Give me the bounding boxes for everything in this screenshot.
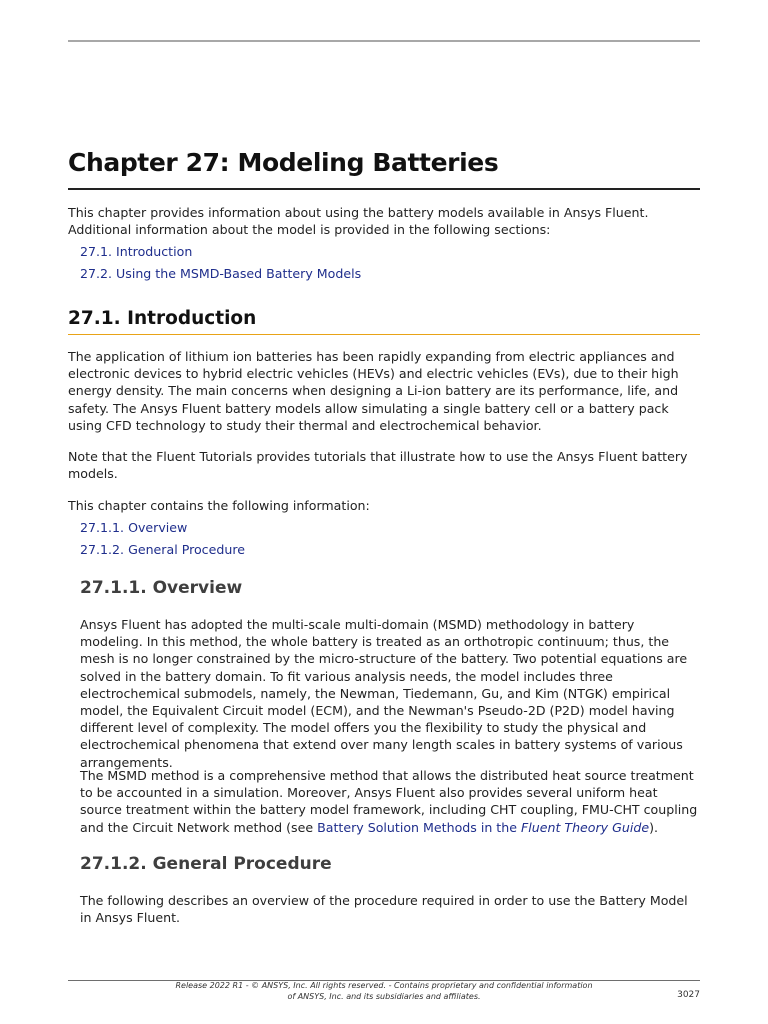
toc-link-overview[interactable]: 27.1.1. Overview [80,520,188,535]
section-heading-overview: 27.1.1. Overview [80,578,243,598]
section-heading-introduction: 27.1. Introduction [68,308,257,329]
footer-copyright [0,980,768,1002]
page-number: 3027 [677,990,700,1000]
introduction-paragraph-2: Note that the Fluent Tutorials provides tutorials that illustrate how to use the Ansys Fluent battery models. [68,449,688,482]
toc-link-general-procedure[interactable]: 27.1.2. General Procedure [80,542,245,557]
battery-solution-methods-link[interactable]: Battery Solution Methods in the Fluent Theory Guide [317,819,650,835]
introduction-paragraph-3: This chapter contains the following information: [68,498,370,513]
overview-paragraph-1: Ansys Fluent has adopted the multi-scale multi-domain (MSMD) methodology in battery modeling. In this method, the whole battery is treated as an orthotropic continuum; thus, the mesh is no longer constrained by the micro-structure of the battery. Two potential equations are solved in the battery domain. To fit various analysis needs, the model includes three electrochemical submodels, namely, the Newman, Tiedemann, Gu, and Kim (NTGK) empirical model, the Equivalent Circuit model (ECM), and the Newman's Pseudo-2D (P2D) model having different level of complexity. The model offers you the flexibility to study the physical and electrochemical phenomena that extend over many length scales in battery systems of various arrangements. [80,617,688,770]
section-heading-general-procedure: 27.1.2. General Procedure [80,854,332,874]
section-heading-rule [68,334,700,335]
chapter-title-rule [68,188,700,190]
footer-copyright-line-1: Release 2022 R1 - © ANSYS, Inc. All rights reserved. - Contains proprietary and confidential information [175,981,593,990]
overview-paragraph-2 [80,767,700,836]
header-rule [68,40,700,42]
chapter-title: Chapter 27: Modeling Batteries [68,148,499,177]
introduction-paragraph-1: The application of lithium ion batteries has been rapidly expanding from electric appliances and electronic devices to hybrid electric vehicles (HEVs) and electric vehicles (EVs), due to their high energy density. The main concerns when designing a Li-ion battery are its performance, life, and safety. The Ansys Fluent battery models allow simulating a single battery cell or a battery pack using CFD technology to study their thermal and electrochemical behavior. [68,349,679,433]
toc-link-msmd-battery-models[interactable]: 27.2. Using the MSMD-Based Battery Models [80,266,362,281]
footer-copyright-line-2: of ANSYS, Inc. and its subsidiaries and affiliates. [287,992,481,1001]
overview-paragraph-2-end: ). [649,819,659,835]
overview-paragraph-2-text: The MSMD method is a comprehensive method that allows the distributed heat source treatment to be accounted in a simulation. Moreover, Ansys Fluent also provides several uniform heat source treatment within the battery model framework, including CHT coupling, FMU-CHT coupling and the Circuit Network method (see [80,768,698,835]
toc-link-introduction[interactable]: 27.1. Introduction [80,244,193,259]
chapter-intro: This chapter provides information about using the battery models available in Ansys Fluent. Additional information about the model is provided in the following sections: [68,205,649,238]
general-procedure-paragraph-1: The following describes an overview of the procedure required in order to use the Battery Model in Ansys Fluent. [80,893,688,926]
